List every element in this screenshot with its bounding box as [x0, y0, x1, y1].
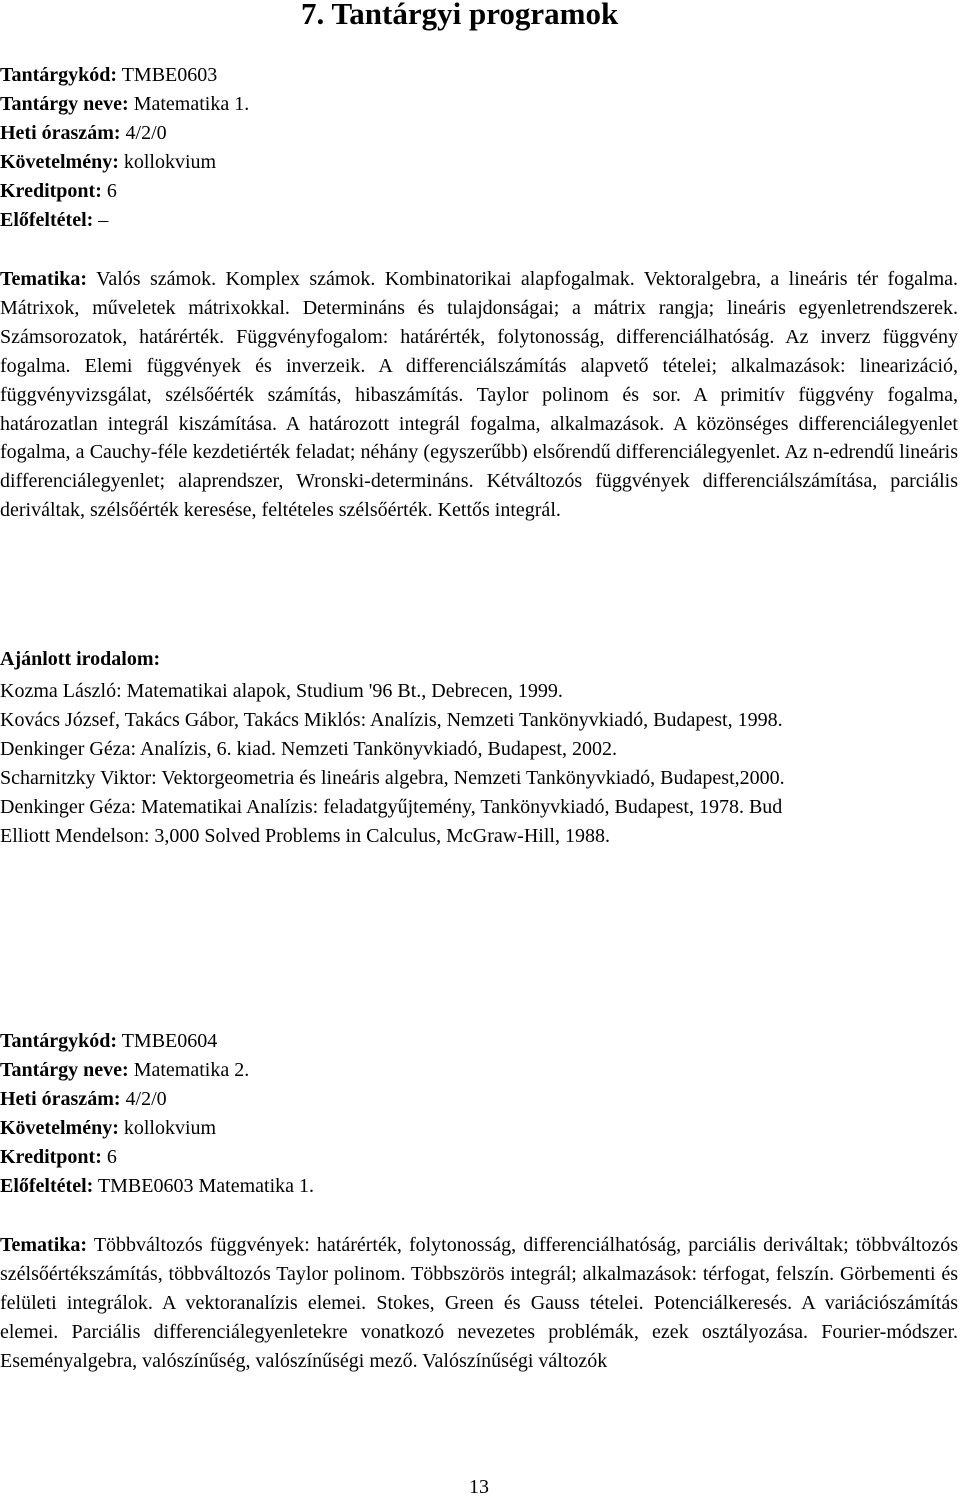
course-name-label: Tantárgy neve:: [0, 93, 129, 115]
literature-item: Scharnitzky Viktor: Vektorgeometria és lineáris algebra, Nemzeti Tankönyvkiadó, Budapest,2000.: [0, 767, 785, 789]
literature-list: [0, 677, 958, 851]
course-fields: [0, 61, 958, 235]
course-credit-value: 6: [106, 180, 117, 202]
course-credit-label: Kreditpont:: [0, 1146, 102, 1168]
course-fields: [0, 1027, 958, 1201]
literature-item: Denkinger Géza: Matematikai Analízis: feladatgyűjtemény, Tankönyvkiadó, Budapest, 1978. Bud: [0, 796, 783, 818]
course-credit-value: 6: [106, 1146, 117, 1168]
course-code-value: TMBE0603: [121, 64, 218, 86]
chapter-title: 7. Tantárgyi programok: [301, 0, 619, 31]
course-code-line: [0, 61, 958, 90]
literature-item: Kovács József, Takács Gábor, Takács Miklós: Analízis, Nemzeti Tankönyvkiadó, Budapest, 1998.: [0, 709, 783, 731]
course-hours-line: [0, 119, 958, 148]
course-topics-text: Többváltozós függvények: határérték, folytonosság, differenciálhatóság, parciális deriváltak; többváltozós szélsőértékszámítás, többváltozós Taylor polinom. Többszörös integrál; alkalmazások: térfogat, felszín. Görbementi és felületi integrálok. A vektoranalízis elemei. Stokes, Green és Gauss tételei. Potenciálkeresés. A variációszámítás elemei. Parciális differenciálegyenletekre vonatkozó nevezetes problémák, ezek osztályozása. Fourier-módszer. Eseményalgebra, valószínűség, valószínűségi mező. Valószínűségi változók: [0, 1234, 959, 1372]
course-code-label: Tantárgykód:: [0, 1030, 118, 1052]
course-prerequisite-line: [0, 1172, 958, 1201]
literature-heading: Ajánlott irodalom:: [0, 648, 161, 670]
course-credit-line: [0, 177, 958, 206]
course-topics-label: Tematika:: [0, 1234, 88, 1256]
course-hours-value: 4/2/0: [125, 122, 167, 144]
course-name-line: [0, 90, 958, 119]
course-topics-text: Valós számok. Komplex számok. Kombinatorikai alapfogalmak. Vektoralgebra, a lineáris tér fogalma. Mátrixok, műveletek mátrixokkal. Determináns és tulajdonságai; a mátrix rangja; lineáris egyenletrendszerek. Számsorozatok, határérték. Függvényfogalom: határérték, folytonosság, differenciálhatóság. Az inverz függvény fogalma. Elemi függvények és inverzeik. A differenciálszámítás alapvető tételei; alkalmazások: linearizáció, függvényvizsgálat, szélsőérték számítás, hibaszámítás. Taylor polinom és sor. A primitív függvény fogalma, határozatlan integrál kiszámítása. A határozott integrál fogalma, alkalmazások. A közönséges differenciálegyenlet fogalma, a Cauchy-féle kezdetiérték feladat; néhány (egyszerűbb) elsőrendű differenciálegyenlet. Az n-edrendű lineáris differenciálegyenlet; alaprendszer, Wronski-determináns. Kétváltozós függvények differenciálszámítása, parciális deriváltak, szélsőérték keresése, feltételes szélsőérték. Kettős integrál.: [0, 268, 959, 522]
course-prerequisite-line: [0, 206, 958, 235]
course-tmbe0604: [0, 1027, 958, 1376]
course-requirement-label: Követelmény:: [0, 1117, 119, 1139]
course-credit-line: [0, 1143, 958, 1172]
course-hours-label: Heti óraszám:: [0, 122, 121, 144]
course-name-value: Matematika 2.: [133, 1059, 250, 1081]
course-requirement-value: kollokvium: [123, 1117, 217, 1139]
course-hours-line: [0, 1085, 958, 1114]
course-hours-label: Heti óraszám:: [0, 1088, 121, 1110]
literature-item: Denkinger Géza: Analízis, 6. kiad. Nemzeti Tankönyvkiadó, Budapest, 2002.: [0, 738, 617, 760]
course-tmbe0603: [0, 61, 958, 525]
course-topics-label: Tematika:: [0, 268, 88, 290]
course-hours-value: 4/2/0: [125, 1088, 167, 1110]
literature-item: Elliott Mendelson: 3,000 Solved Problems in Calculus, McGraw-Hill, 1988.: [0, 825, 610, 847]
course-requirement-line: [0, 148, 958, 177]
course-name-label: Tantárgy neve:: [0, 1059, 129, 1081]
course-topics: [0, 1231, 958, 1376]
course-requirement-line: [0, 1114, 958, 1143]
literature-item: Kozma László: Matematikai alapok, Studium '96 Bt., Debrecen, 1999.: [0, 680, 563, 702]
course-code-label: Tantárgykód:: [0, 64, 118, 86]
course-prerequisite-value: TMBE0603 Matematika 1.: [97, 1175, 314, 1197]
course-requirement-value: kollokvium: [123, 151, 217, 173]
course-credit-label: Kreditpont:: [0, 180, 102, 202]
course-requirement-label: Követelmény:: [0, 151, 119, 173]
course-name-line: [0, 1056, 958, 1085]
course-code-line: [0, 1027, 958, 1056]
course-topics: [0, 265, 958, 525]
course-prerequisite-label: Előfeltétel:: [0, 1175, 94, 1197]
course-code-value: TMBE0604: [121, 1030, 218, 1052]
course-name-value: Matematika 1.: [133, 93, 250, 115]
course-prerequisite-label: Előfeltétel:: [0, 209, 94, 231]
page-number: 13: [469, 1476, 489, 1498]
course-prerequisite-value: –: [98, 209, 109, 231]
